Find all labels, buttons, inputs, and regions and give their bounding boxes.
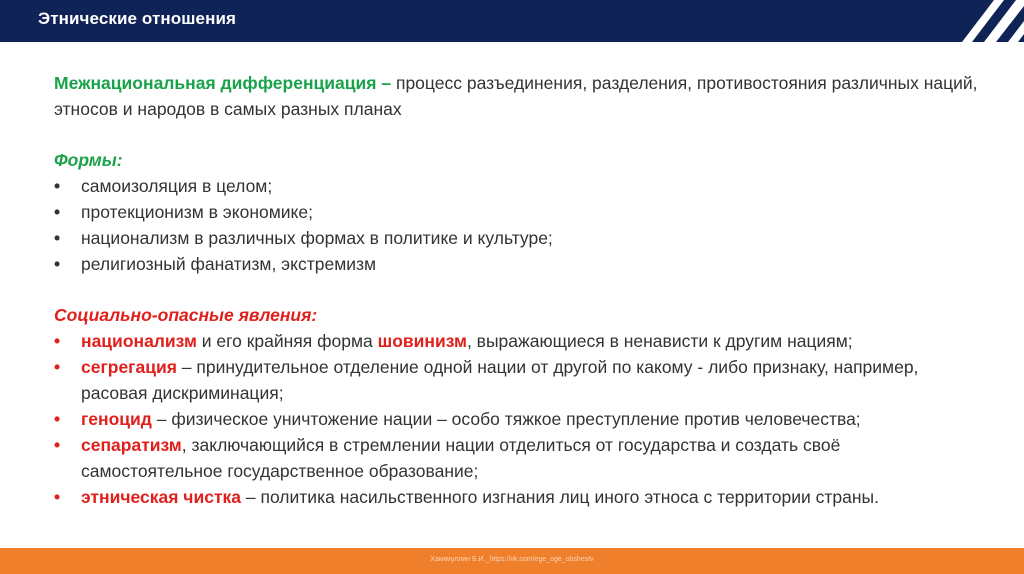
danger-text: и его крайняя форма [196, 331, 378, 351]
danger-term: сегрегация [81, 357, 177, 377]
footer-credit: Хакимуллин Б.И._https://vk.com/ege_oge_obshestv [430, 556, 594, 563]
danger-term: этническая чистка [81, 487, 242, 507]
header-bar [0, 0, 1024, 42]
list-item [54, 432, 984, 484]
list-item [54, 173, 984, 199]
danger-text: – принудительное отделение одной нации от другой по какому - либо признаку, например, расовая дискриминация; [81, 357, 919, 403]
bullet-icon: • [54, 176, 61, 196]
danger-term: геноцид [81, 409, 152, 429]
danger-term: национализм [81, 331, 197, 351]
forms-item-text: самоизоляция в целом; [81, 176, 273, 196]
list-item [54, 484, 984, 510]
bullet-icon: • [54, 409, 61, 429]
forms-list [54, 173, 984, 277]
danger-text: , выражающиеся в ненависти к другим нациям; [466, 331, 853, 351]
dangers-title: Социально-опасные явления: [54, 305, 318, 325]
bullet-icon: • [54, 254, 61, 274]
dangers-list [54, 328, 984, 510]
list-item [54, 354, 984, 406]
forms-item-text: национализм в различных формах в политике и культуре; [81, 228, 553, 248]
slide-title: Этнические отношения [38, 9, 237, 28]
slide-content [54, 70, 984, 510]
list-item [54, 251, 984, 277]
intro-term: Межнациональная дифференциация – [54, 73, 392, 93]
forms-item-text: протекционизм в экономике; [81, 202, 313, 222]
list-item [54, 328, 984, 354]
danger-term: шовинизм [377, 331, 467, 351]
intro-paragraph [54, 70, 984, 122]
bullet-icon: • [54, 202, 61, 222]
bullet-icon: • [54, 487, 61, 507]
header-stripes-decoration [904, 0, 1024, 42]
forms-item-text: религиозный фанатизм, экстремизм [81, 254, 377, 274]
list-item [54, 199, 984, 225]
bullet-icon: • [54, 331, 61, 351]
forms-title: Формы: [54, 150, 123, 170]
footer-bar [0, 548, 1024, 574]
danger-term: сепаратизм [81, 435, 182, 455]
danger-text: – политика насильственного изгнания лиц иного этноса с территории страны. [241, 487, 879, 507]
list-item [54, 225, 984, 251]
danger-text: , заключающийся в стремлении нации отделиться от государства и создать своё самостоятельное государственное образование; [81, 435, 841, 481]
bullet-icon: • [54, 357, 61, 377]
list-item [54, 406, 984, 432]
bullet-icon: • [54, 435, 61, 455]
bullet-icon: • [54, 228, 61, 248]
intro-text: процесс разъединения, разделения, противостояния различных наций, этносов и народов в самых разных планах [54, 73, 978, 119]
danger-text: – физическое уничтожение нации – особо тяжкое преступление против человечества; [151, 409, 861, 429]
